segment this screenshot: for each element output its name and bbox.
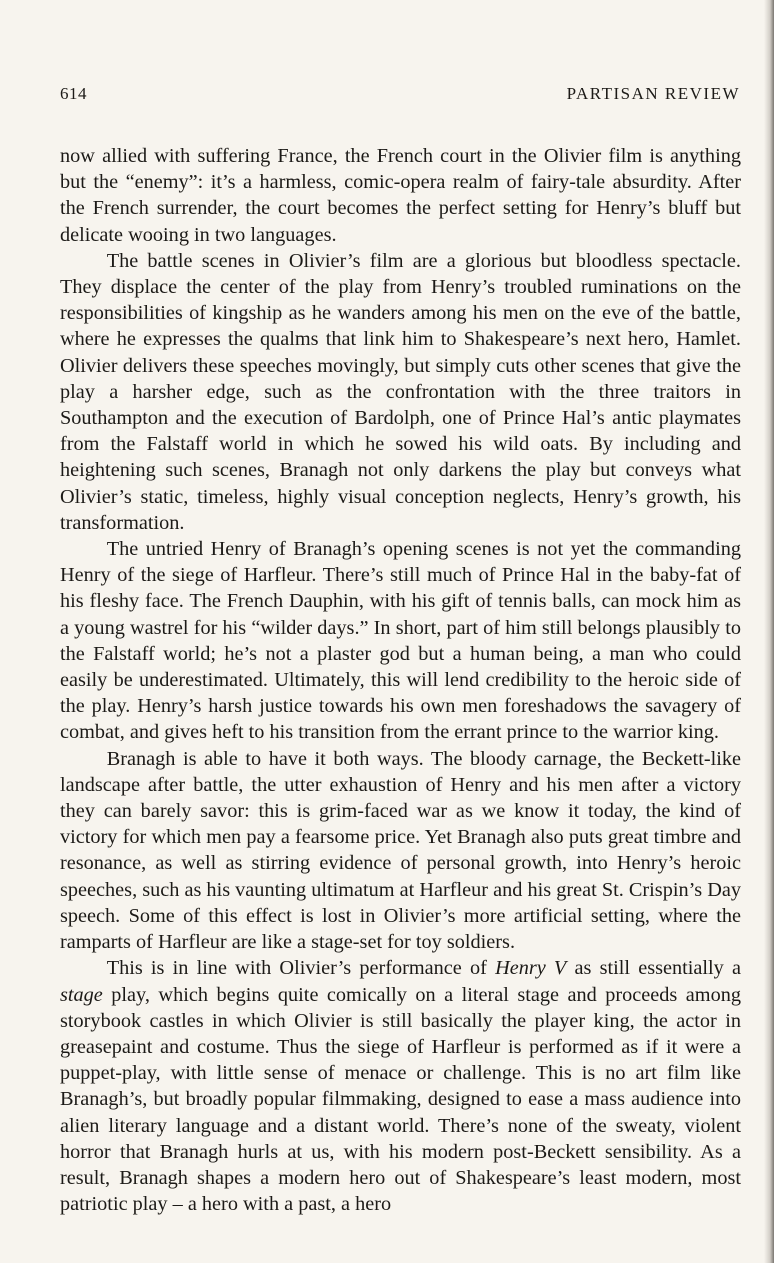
paragraph-text: play, which begins quite comically on a literal stage and proceeds among storybook castles in which Olivier is still basically the player king, the actor in greasepaint and costume. Thus the siege of Harfleur is performed as if it were a puppet-play, with little sense of menace or challenge. This is no art film like Branagh’s, but broadly popular filmmaking, designed to ease a mass audience into alien literary language and a distant world. There’s none of the sweaty, violent horror that Branagh hurls at us, with his modern post-Beckett sensibility. As a result, Branagh shapes a modern hero out of Shakespeare’s least modern, most patriotic play – a hero with a past, a hero (60, 983, 741, 1216)
paragraph (60, 536, 741, 746)
running-head (60, 84, 740, 110)
paragraph (60, 746, 741, 956)
paragraph-text: This is in line with Olivier’s performance of (106, 957, 496, 980)
paragraph-text: The untried Henry of Branagh’s opening scenes is not yet the commanding Henry of the siege of Harfleur. There’s still much of Prince Hal in the baby-fat of his fleshy face. The French Dauphin, with his gift of tennis balls, can mock him as a young wastrel for his “wilder days.” In short, part of him still belongs plausibly to the Falstaff world; he’s not a plaster god but a human being, a man who could easily be underestimated. Ultimately, this will lend credibility to the heroic side of the play. Henry’s harsh justice towards his own men foreshadows the savagery of combat, and gives heft to his transition from the errant prince to the warrior king. (60, 538, 741, 744)
paragraph-text: Branagh is able to have it both ways. The bloody carnage, the Beckett-like landscape after battle, the utter exhaustion of Henry and his men after a victory they can barely savor: this is grim-faced war as we know it today, the kind of victory for which men pay a fearsome price. Yet Branagh also puts great timbre and resonance, as well as stirring evidence of personal growth, into Henry’s heroic speeches, such as his vaunting ultimatum at Harfleur and his great St. Crispin’s Day speech. Some of this effect is lost in Olivier’s more artificial setting, where the ramparts of Harfleur are like a stage-set for toy soldiers. (60, 747, 741, 954)
journal-title: PARTISAN REVIEW (566, 84, 740, 103)
paragraph-text: as still essentially a (566, 957, 741, 980)
paragraph (60, 955, 741, 1217)
page-number: 614 (60, 84, 87, 103)
page-edge-shadow (764, 0, 774, 1263)
paragraph-text: now allied with suffering France, the French court in the Olivier film is anything but the “enemy”: it’s a harmless, comic-opera realm of fairy-tale absurdity. After the French surrender, the court becomes the perfect setting for Henry’s bluff but delicate wooing in two languages. (60, 145, 741, 246)
italic-title: stage (60, 983, 103, 1006)
paragraph-text: The battle scenes in Olivier’s film are a glorious but bloodless spectacle. They displace the center of the play from Henry’s troubled ruminations on the responsibilities of kingship as he wanders among his men on the eve of the battle, where he expresses the qualms that link him to Shakespeare’s next hero, Hamlet. Olivier delivers these speeches movingly, but simply cuts other scenes that give the play a harsher edge, such as the confrontation with the three traitors in Southampton and the execution of Bardolph, one of Prince Hal’s antic playmates from the Falstaff world in which he sowed his wild oats. By including and heightening such scenes, Branagh not only darkens the play but conveys what Olivier’s static, timeless, highly visual conception neglects, Henry’s growth, his transformation. (60, 249, 741, 534)
italic-title: Henry V (495, 957, 567, 980)
paragraph (60, 143, 741, 248)
paragraph (60, 248, 741, 536)
article-body (60, 143, 741, 1217)
